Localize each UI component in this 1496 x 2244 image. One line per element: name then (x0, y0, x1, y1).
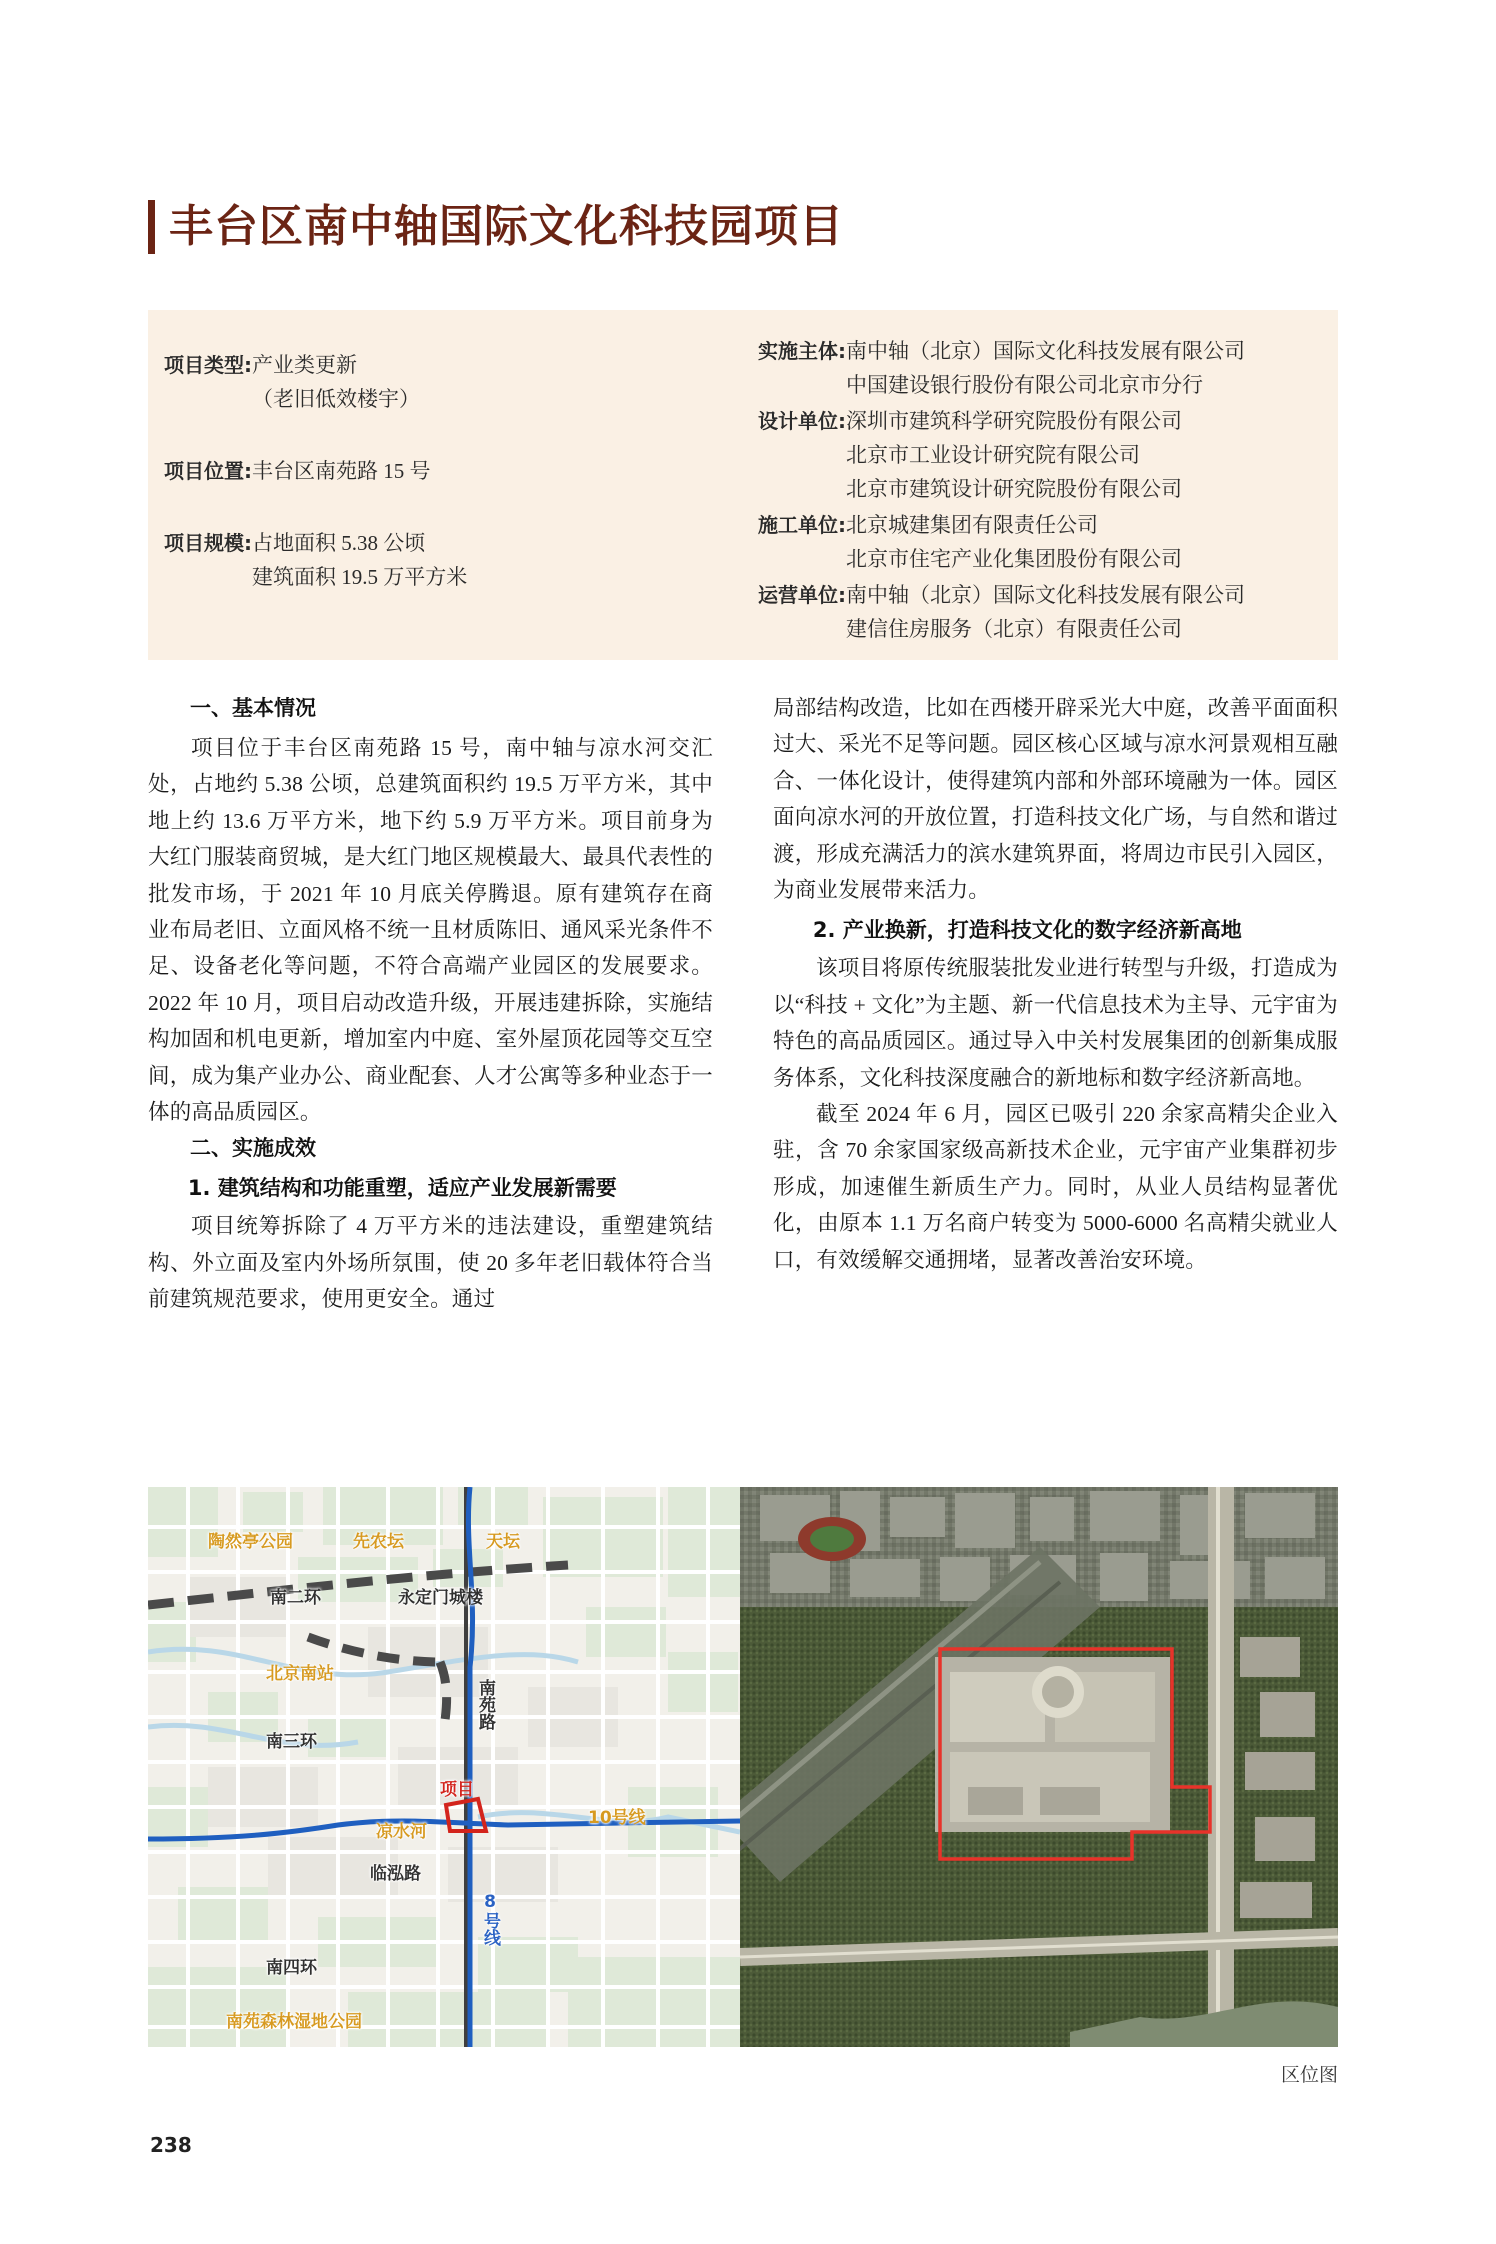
info-label: 项目位置: (164, 459, 252, 483)
title-accent-bar (148, 200, 155, 254)
info-value: 北京城建集团有限责任公司 (846, 513, 1098, 537)
info-label: 施工单位: (758, 513, 846, 537)
satellite-panel (740, 1487, 1338, 2047)
info-value: 北京市工业设计研究院有限公司 (846, 443, 1140, 467)
map-label-yongdingmen-gate: 永定门城楼 (398, 1588, 483, 1608)
figure-caption: 区位图 (1280, 2064, 1338, 2086)
map-label-beijingsouth-station: 北京南站 (266, 1664, 334, 1684)
satellite-graphic (740, 1487, 1338, 2047)
info-label: 设计单位: (758, 409, 846, 433)
info-value: 南中轴（北京）国际文化科技发展有限公司 (846, 339, 1245, 363)
info-value: 建筑面积 19.5 万平方米 (252, 565, 468, 589)
subsection-2-paragraph-1: 该项目将原传统服装批发业进行转型与升级，打造成为以“科技 + 文化”为主题、新一代信息技术为主导、元宇宙为特色的高品质园区。通过导入中关村发展集团的创新集成服务体系，文化科技深度融合的新地标和数字经济新高地。 (773, 956, 1338, 1090)
info-value: 中国建设银行股份有限公司北京市分行 (846, 373, 1203, 397)
article-body (148, 690, 1338, 1318)
info-label: 实施主体: (758, 339, 846, 363)
body-column-right (773, 690, 1338, 1318)
body-column-left (148, 690, 713, 1318)
info-value: 北京市建筑设计研究院股份有限公司 (846, 477, 1182, 501)
info-value: 北京市住宅产业化集团股份有限公司 (846, 547, 1182, 571)
info-value: （老旧低效楼宇） (252, 387, 420, 411)
page-number: 238 (150, 2133, 192, 2157)
subsection-heading-1: 1. 建筑结构和功能重塑，适应产业发展新需要 (187, 1176, 617, 1201)
map-label-xiannongtan: 先农坛 (353, 1532, 404, 1552)
section-heading-1: 一、基本情况 (190, 696, 316, 720)
info-value: 丰台区南苑路 15 号 (252, 459, 431, 483)
info-row-operator (758, 578, 1338, 646)
map-label-metro-line-10: 10号线 (588, 1808, 646, 1828)
info-row-project-type (164, 348, 748, 416)
section-heading-2: 二、实施成效 (190, 1136, 316, 1161)
info-value: 占地面积 5.38 公顷 (252, 531, 426, 555)
subsection-1-paragraph: 项目统筹拆除了 4 万平方米的违法建设，重塑建筑结构、外立面及室内外场所氛围，使 20 多年老旧载体符合当前建筑规范要求，使用更安全。通过 (148, 1214, 713, 1312)
figure-location-map (148, 1487, 1338, 2047)
map-label-taorantingpark: 陶然亭公园 (208, 1532, 293, 1552)
info-row-contractor (758, 508, 1338, 576)
info-value: 南中轴（北京）国际文化科技发展有限公司 (846, 583, 1245, 607)
map-label-south4thring: 南四环 (266, 1958, 317, 1978)
map-label-metro-line-8: 8号线 (480, 1892, 500, 1946)
project-info-box (148, 310, 1338, 660)
info-label: 运营单位: (758, 583, 846, 607)
info-row-designer (758, 404, 1338, 506)
subsection-heading-2: 2. 产业换新，打造科技文化的数字经济新高地 (812, 918, 1242, 943)
info-label: 项目规模: (164, 531, 252, 555)
map-panel (148, 1487, 740, 2047)
map-label-nanyuan-forest-wetland-park: 南苑森林湿地公园 (226, 2012, 362, 2032)
map-label-south2ndring: 南二环 (270, 1588, 321, 1608)
info-value: 深圳市建筑科学研究院股份有限公司 (846, 409, 1182, 433)
info-value: 产业类更新 (252, 353, 357, 377)
info-row-project-location (164, 454, 748, 488)
info-column-right (748, 334, 1338, 660)
info-value: 建信住房服务（北京）有限责任公司 (846, 617, 1182, 641)
title-text: 丰台区南中轴国际文化科技园项目 (169, 201, 844, 252)
map-label-linhong-road: 临泓路 (370, 1864, 421, 1884)
page-title (148, 200, 844, 254)
map-label-liangshui-river: 凉水河 (376, 1822, 427, 1842)
map-label-tiantan: 天坛 (486, 1532, 520, 1552)
section-1-paragraph: 项目位于丰台区南苑路 15 号，南中轴与凉水河交汇处，占地约 5.38 公顷，总建筑面积约 19.5 万平方米，其中地上约 13.6 万平方米，地下约 5.9 万平方米。项目前身为大红门服装商贸城，是大红门地区规模最大、最具代表性的批发市场，于 2021 年 10 月底关停腾退。原有建筑存在商业布局老旧、立面风格不统一且材质陈旧、通风采光条件不足、设备老化等问题，不符合高端产业园区的发展要求。2022 年 10 月，项目启动改造升级，开展违建拆除，实施结构加固和机电更新，增加室内中庭、室外屋顶花园等交互空间，成为集产业办公、商业配套、人才公寓等多种业态于一体的高品质园区。 (148, 736, 713, 1125)
subsection-2-paragraph-2: 截至 2024 年 6 月，园区已吸引 220 余家高精尖企业入驻，含 70 余家国家级高新技术企业，元宇宙产业集群初步形成，加速催生新质生产力。同时，从业人员结构显著优化，由原本 1.1 万名商户转变为 5000-6000 名高精尖就业人口，有效缓解交通拥堵，显著改善治安环境。 (773, 1102, 1338, 1272)
continued-paragraph: 局部结构改造，比如在西楼开辟采光大中庭，改善平面面积过大、采光不足等问题。园区核心区域与凉水河景观相互融合、一体化设计，使得建筑内部和外部环境融为一体。园区面向凉水河的开放位置，打造科技文化广场，与自然和谐过渡，形成充满活力的滨水建筑界面，将周边市民引入园区，为商业发展带来活力。 (773, 696, 1338, 903)
info-row-project-scale (164, 526, 748, 594)
info-column-left (148, 334, 748, 660)
map-label-nanyuan-road: 南苑路 (475, 1679, 495, 1730)
info-row-implementer (758, 334, 1338, 402)
map-label-project: 项目 (440, 1780, 474, 1800)
info-label: 项目类型: (164, 353, 252, 377)
map-label-south3rdring: 南三环 (266, 1732, 317, 1752)
map-graphic (148, 1487, 740, 2047)
